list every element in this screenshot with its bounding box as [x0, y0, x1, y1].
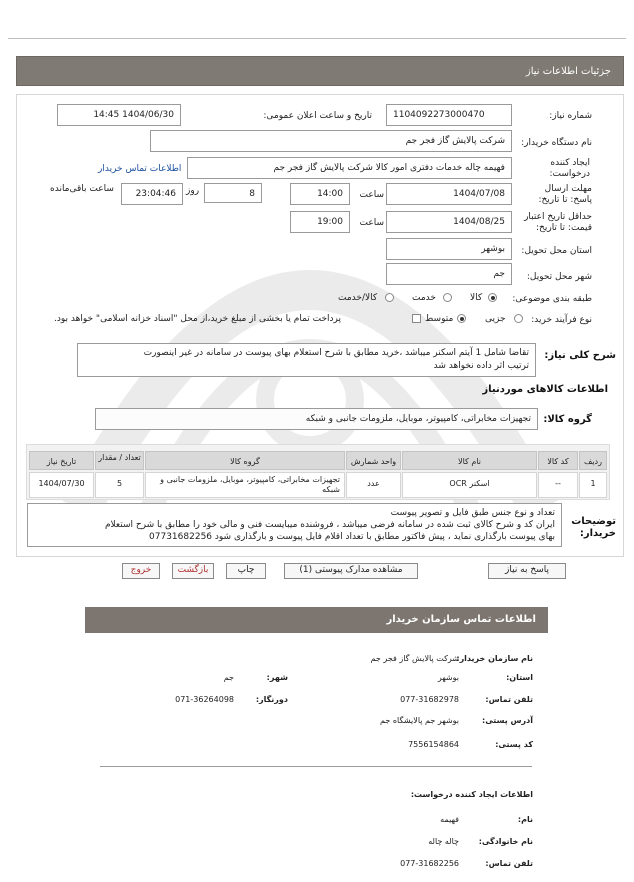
- goods-section-title: اطلاعات کالاهای موردنیاز: [482, 384, 608, 395]
- attachments-button[interactable]: مشاهده مدارک پیوستی (1): [284, 563, 418, 579]
- buyer-contact-link[interactable]: اطلاعات تماس خریدار: [98, 164, 182, 174]
- validity-time-field: 19:00: [290, 211, 350, 233]
- contact-city-value: جم: [223, 673, 234, 682]
- postal-value: 7556154864: [408, 740, 459, 749]
- summary-line-2: ترتیب اثر داده نخواهد شد: [433, 361, 529, 371]
- contact-header: [85, 607, 548, 633]
- category-radio-both[interactable]: [385, 293, 394, 302]
- days-label: روز: [186, 186, 200, 196]
- contact-province-label: استان:: [506, 673, 533, 682]
- deadline-label: مهلت ارسال پاسخ: تا تاریخ:: [538, 184, 592, 205]
- buyer-notes-field: [27, 503, 562, 547]
- group-field: تجهیزات مخابراتی، کامپیوتر، موبایل، ملزومات جانبی و شبکه: [95, 408, 538, 430]
- process-radio-medium[interactable]: [457, 314, 466, 323]
- back-button[interactable]: بازگشت: [172, 563, 214, 579]
- table-header-unit: واحد شمارش: [346, 451, 401, 470]
- table-cell-date: 1404/07/30: [29, 472, 94, 498]
- fax-value: 071-36264098: [175, 695, 234, 704]
- creator-field: فهیمه چاله خدمات دفتری امور کالا شرکت پالایش گاز فجر جم: [187, 157, 512, 179]
- category-radio-goods[interactable]: [488, 293, 497, 302]
- phone-label: تلفن تماس:: [485, 695, 533, 704]
- table-header-date: تاریخ نیاز: [29, 451, 94, 470]
- buyer-label: نام دستگاه خریدار:: [521, 138, 592, 148]
- table-header-name: نام کالا: [402, 451, 537, 470]
- remaining-field: 23:04:46: [121, 183, 183, 205]
- creator-label: ایجاد کننده درخواست:: [549, 158, 590, 179]
- table-cell-name: اسکنر OCR: [402, 472, 537, 498]
- group-label: گروه کالا:: [543, 414, 592, 425]
- page-header: [16, 56, 624, 86]
- org-label: نام سازمان خریدار:: [456, 654, 533, 663]
- buyer-field: شرکت پالایش گاز فجر جم: [150, 130, 512, 152]
- validity-label: حداقل تاریخ اعتبار قیمت: تا تاریخ:: [524, 212, 592, 233]
- contact-divider: [100, 766, 532, 767]
- category-option-both: کالا/خدمت: [338, 293, 378, 303]
- city-field: جم: [386, 263, 512, 285]
- days-field: 8: [204, 183, 262, 203]
- creator-name-value: فهیمه: [440, 815, 459, 824]
- creator-phone-value: 077-31682256: [400, 859, 459, 868]
- top-divider: [8, 38, 626, 39]
- category-radio-service[interactable]: [443, 293, 452, 302]
- address-value: بوشهر جم پالایشگاه جم: [380, 716, 459, 725]
- print-button[interactable]: چاپ: [226, 563, 266, 579]
- category-option-service: خدمت: [412, 293, 436, 303]
- province-field: بوشهر: [386, 238, 512, 260]
- table-header-group: گروه کالا: [145, 451, 345, 470]
- summary-line-1: تقاضا شامل 1 آیتم اسکنر میباشد ،خرید مطابق با شرح استعلام بهای پیوست در سامانه در غیر اینصورت: [143, 348, 529, 358]
- table-header-row: ردیف: [579, 451, 607, 470]
- table-cell-group: تجهیزات مخابراتی، کامپیوتر، موبایل، ملزومات جانبی و شبکه: [145, 472, 345, 498]
- contact-title: اطلاعات تماس سازمان خریدار: [386, 614, 536, 625]
- payment-checkbox[interactable]: [412, 314, 421, 323]
- deadline-time-field: 14:00: [290, 183, 350, 205]
- table-cell-unit: عدد: [346, 472, 401, 498]
- buyer-notes-label: توضیحات خریدار:: [571, 516, 616, 539]
- announce-field: 1404/06/30 14:45: [57, 104, 181, 126]
- deadline-time-label: ساعت: [359, 190, 384, 200]
- summary-field: [77, 343, 536, 377]
- contact-province-value: بوشهر: [437, 673, 459, 682]
- phone-value: 077-31682978: [400, 695, 459, 704]
- process-option-medium: متوسط: [425, 314, 454, 324]
- contact-city-label: شهر:: [266, 673, 288, 682]
- validity-date-field: 1404/08/25: [386, 211, 512, 233]
- org-value: شرکت پالایش گاز فجر جم: [370, 654, 459, 663]
- remaining-label: ساعت باقی‌مانده: [50, 184, 114, 194]
- creator-section-label: اطلاعات ایجاد کننده درخواست:: [410, 790, 533, 799]
- reply-button[interactable]: پاسخ به نیاز: [488, 563, 566, 579]
- fax-label: دورنگار:: [255, 695, 288, 704]
- deadline-date-field: 1404/07/08: [386, 183, 512, 205]
- buyer-notes-line-1: تعداد و نوع جنس طبق فایل و تصویر پیوست: [390, 508, 555, 518]
- process-label: نوع فرآیند خرید:: [531, 315, 592, 325]
- creator-name-label: نام:: [517, 815, 533, 824]
- creator-phone-label: تلفن تماس:: [485, 859, 533, 868]
- announce-label: تاریخ و ساعت اعلان عمومی:: [263, 111, 372, 121]
- exit-button[interactable]: خروج: [122, 563, 160, 579]
- address-label: آدرس پستی:: [482, 716, 533, 725]
- page-title: جزئیات اطلاعات نیاز: [525, 66, 611, 77]
- summary-label: شرح کلی نیاز:: [544, 350, 616, 361]
- category-option-goods: کالا: [470, 293, 483, 303]
- process-option-minor: جزیی: [485, 314, 506, 324]
- city-label: شهر محل تحویل:: [526, 272, 592, 282]
- category-label: طبقه بندی موضوعی:: [512, 294, 592, 304]
- buyer-notes-line-2: ایران کد و شرح کالای ثبت شده در سامانه فرضی میباشد ، فروشنده میبایست فنی و مالی خود را مطابق با شرح استعلام: [104, 520, 555, 530]
- creator-family-value: چاله چاله: [428, 837, 459, 846]
- table-cell-qty: 5: [95, 472, 144, 498]
- process-radio-minor[interactable]: [514, 314, 523, 323]
- payment-note: پرداخت تمام یا بخشی از مبلغ خرید،از محل "اسناد خزانه اسلامی" خواهد بود.: [54, 314, 342, 324]
- postal-label: کد پستی:: [495, 740, 533, 749]
- table-cell-code: --: [538, 472, 578, 498]
- table-cell-row: 1: [579, 472, 607, 498]
- need-number-label: شماره نیاز:: [549, 111, 592, 121]
- validity-time-label: ساعت: [359, 218, 384, 228]
- creator-family-label: نام خانوادگی:: [478, 837, 533, 846]
- table-header-qty: تعداد / مقدار: [95, 451, 144, 470]
- buyer-notes-line-3: بهای پیوست بارگذاری نماید ، پیش فاکتور مطابق با تعداد اقلام فایل پیوست و بارگذاری شود 07731682256: [149, 532, 555, 542]
- need-number-field: 1104092273000470: [386, 104, 512, 126]
- table-header-code: کد کالا: [538, 451, 578, 470]
- province-label: استان محل تحویل:: [521, 246, 592, 256]
